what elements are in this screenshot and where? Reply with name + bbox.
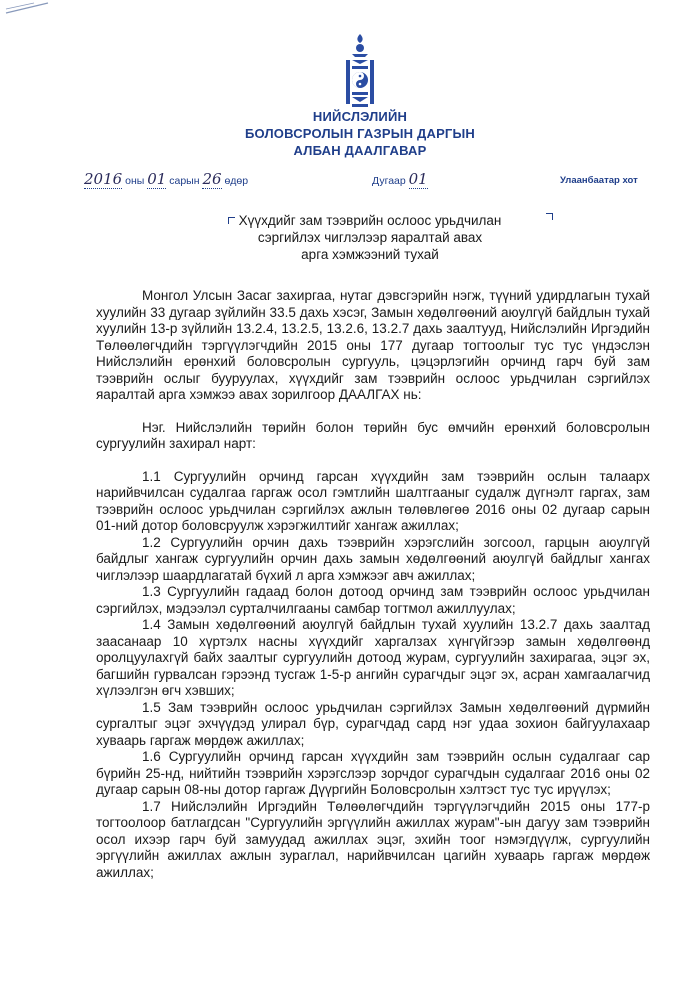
paragraph-preamble: Монгол Улсын Засаг захиргаа, нутаг дэвсгэрийн нэгж, түүний удирдлагын тухай хуулийн 33 дугаар зүйлийн 33.5 дахь хэсэг, Замын хөдөлгөөний аюулгүй байдлын тухай хуулийн 13-р зүйлийн 13.2.4, 13.2.5, 13.2.6, 13.2.7 дахь заалтууд, Нийслэлийн Иргэдийн Төлөөлөгчдийн тэргүүлэгчдийн 2015 оны 177 дугаар тогтоолыг тус тус үндэслэн Нийслэлийн ерөнхий боловсролын сургууль, цэцэрлэгийн орчинд гарч буй зам тээврийн ослыг бууруулах, хүүхдийг зам тээврийн ослоос урьдчилан сэргийлэх яаралтай арга хэмжээ авах зорилгоор ДААЛГАХ нь:: [96, 288, 650, 402]
paragraph-item-1-7: 1.7 Нийслэлийн Иргэдийн Төлөөлөгчдийн тэргүүлэгчдийн 2015 оны 177-р тогтоолоор батлагдсан "Сургуулийн эргүүлийн ажиллах журам"-ын дагуу зам тээврийн осол ихээр гарч буй замуудад ажиллах эцэг, эхийн тоог нэмэгдүүлж, сургуулийн эргүүлийн ажиллах ажлын зураглал, нарийвчилсан цагийн хуваарь гаргаж мөрдөж ажиллах;: [96, 798, 650, 880]
paragraph-section-one: Нэг. Нийслэлийн төрийн болон төрийн бус өмчийн ерөнхий боловсролын сургуулийн захирал нарт:: [96, 419, 650, 451]
date-month-suffix: сарын: [169, 175, 200, 187]
document-place: Улаанбаатар хот: [560, 175, 638, 186]
date-year-suffix: оны: [125, 175, 145, 187]
subject-line-2: сэргийлэх чиглэлээр яаралтай авах: [257, 230, 483, 245]
date-day: 26: [202, 170, 222, 188]
number-value: 01: [408, 170, 428, 188]
date-month: 01: [147, 170, 167, 188]
header-line-3: АЛБАН ДААЛГАВАР: [293, 143, 427, 158]
paragraph-item-1-2: 1.2 Сургуулийн орчин дахь тээврийн хэрэгслийн зогсоол, гарцын аюулгүй байдлыг хангаж сургуулийн орчин дахь замын хөдөлгөөний аюулгүй байдлыг хангах чиглэлээр шаардлагатай бүхий л арга хэмжээг авч ажиллах;: [96, 534, 650, 583]
date-year: 2016: [84, 170, 123, 188]
paragraph-item-1-5: 1.5 Зам тээврийн ослоос урьдчилан сэргийлэх Замын хөдөлгөөний дүрмийн сургалтыг эцэг эхчүүдэд улирал бүр, сурагчдад сард нэг удаа зохион байгуулахаар хуваарь гаргаж мөрдөж ажиллах;: [96, 699, 650, 748]
document-number: [372, 170, 428, 189]
subject-line-1: Хүүхдийг зам тээврийн ослоос урьдчилан: [238, 213, 502, 228]
issuing-authority-header: [150, 108, 570, 159]
scan-corner-mark: [4, 2, 50, 14]
document-body: [96, 288, 650, 881]
paragraph-item-1-6: 1.6 Сургуулийн орчинд гарсан хүүхдийн зам тээврийн ослын судалгааг сар бүрийн 25-нд, нийтийн тээврийн хэрэгслээр зорчдог сурагчдын судалгааг 2016 оны 02 дугаар сарын 08-ны дотор гаргаж Дүүргийн Боловсролын хэлтэст тус тус ирүүлэх;: [96, 749, 650, 797]
paragraph-item-1-1: 1.1 Сургуулийн орчинд гарсан хүүхдийн зам тээврийн ослын талаарх нарийвчилсан судалгаа гаргаж осол гэмтлийн шалтгааныг судалж дүгнэлт гаргах, зам тээврийн ослоос урьдчилан сэргийлэх ажлын төлөвлөгөө 2016 оны 02 дугаар сарын 01-ний дотор боловсруулж хэрэгжилтийг хангаж ажиллах;: [96, 468, 650, 533]
date-day-suffix: өдөр: [224, 175, 249, 187]
document-date: [84, 170, 248, 189]
subject-line-3: арга хэмжээний тухай: [301, 247, 439, 262]
paragraph-item-1-3: 1.3 Сургуулийн гадаад болон дотоод орчинд зам тээврийн ослоос урьдчилан сэргийлэх, мэдээлэл сурталчилгааны самбар тогтмол ажиллуулах;: [96, 584, 650, 616]
soyombo-emblem-icon: [341, 34, 379, 110]
number-label: Дугаар: [372, 175, 406, 187]
header-line-1: НИЙСЛЭЛИЙН: [312, 109, 408, 124]
subject-title: [160, 212, 580, 263]
paragraph-item-1-4: 1.4 Замын хөдөлгөөний аюулгүй байдлын тухай хуулийн 13.2.7 дахь заалтад заасанаар 10 хүртэлх насны хүүхдийг харгалзах хүнгүйгээр замын хөдөлгөөнд оролцуулахгүй байх заалтыг сургуулийн дотоод журам, сургуулийн захирагаа, эцэг эх, багшийн гурвалсан гэрээнд тусгаж 1-5-р ангийн сурагчдыг эцэг эх, асран хамгаалагчид хүлээлгэн өгч хэвших;: [96, 617, 650, 698]
header-line-2: БОЛОВСРОЛЫН ГАЗРЫН ДАРГЫН: [244, 126, 476, 141]
